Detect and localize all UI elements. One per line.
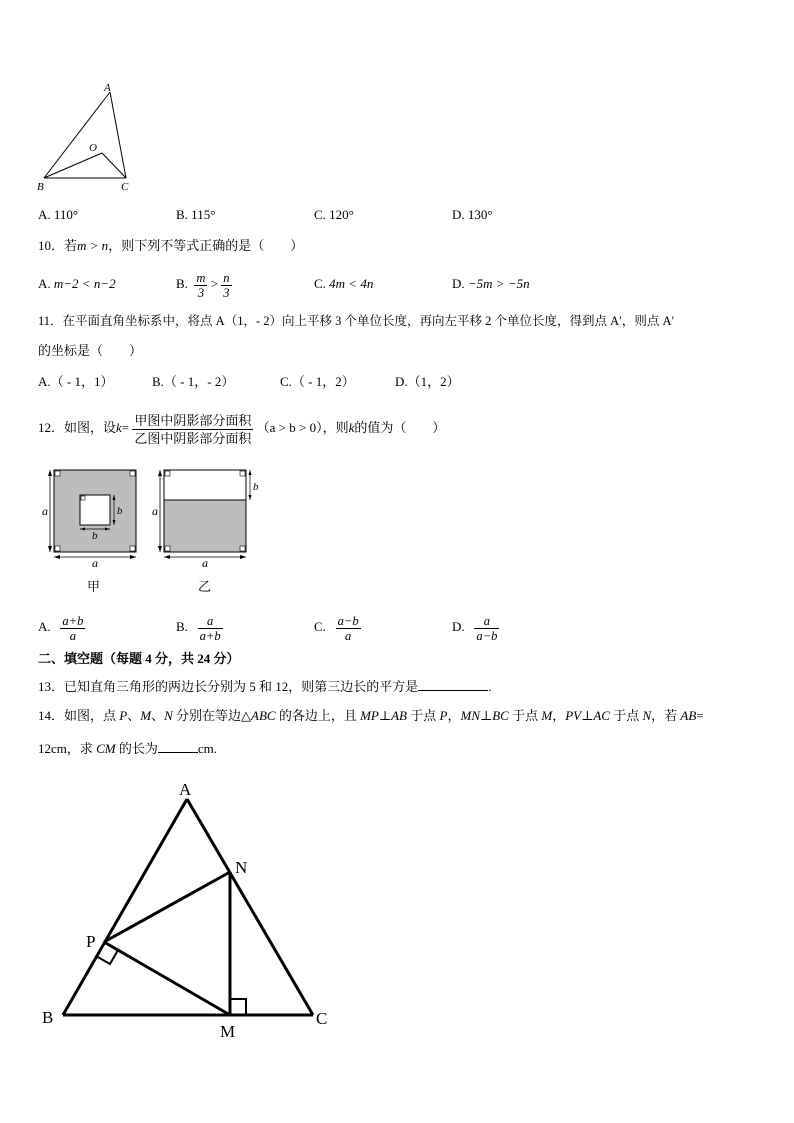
q9-label-O: O bbox=[89, 142, 97, 154]
q14-label-N: N bbox=[235, 858, 248, 877]
q12-jia-b-bottom: b bbox=[92, 530, 98, 542]
q10-b-frac-right: $\frac{n}{3}$ bbox=[223, 270, 230, 300]
q12-jia-a-left: a bbox=[42, 504, 48, 518]
q12-option-c[interactable]: C. $\frac{a-b}{a}$ bbox=[314, 613, 359, 643]
q14-label-M: M bbox=[220, 1022, 236, 1041]
q10-option-d[interactable]: D. −5m > −5n bbox=[452, 276, 530, 291]
q14-label-P: P bbox=[86, 932, 96, 951]
q12-figure-jia bbox=[38, 466, 148, 571]
q9-label-B: B bbox=[37, 181, 44, 193]
q10-option-a[interactable]: A. m−2 < n−2 bbox=[38, 276, 116, 291]
q9-option-c[interactable]: C. 120° bbox=[314, 207, 354, 222]
q14-answer-blank[interactable] bbox=[158, 740, 198, 753]
q11-option-d[interactable]: D.（1，2） bbox=[395, 374, 460, 389]
q11-option-b[interactable]: B.（ - 1，- 2） bbox=[152, 374, 235, 389]
q14-stem-line1: 14．如图，点 P、M、N 分别在等边△ABC 的各边上，且 MP⊥AB 于点 P，MN⊥BC 于点 M，PV⊥AC 于点 N，若 AB= bbox=[38, 708, 704, 723]
q12-jia-a-bottom: a bbox=[92, 556, 98, 570]
q9-triangle-figure bbox=[34, 80, 144, 195]
q10-stem: 10．若m > n，则下列不等式正确的是（ ） bbox=[38, 238, 304, 253]
q14-label-B: B bbox=[42, 1008, 54, 1027]
q9-option-b[interactable]: B. 115° bbox=[176, 207, 216, 222]
q14-label-C: C bbox=[316, 1009, 328, 1028]
q14-label-A: A bbox=[179, 780, 192, 799]
q12-label-jia: 甲 bbox=[87, 579, 101, 594]
q12-option-d[interactable]: D. $\frac{a}{a-b}$ bbox=[452, 613, 498, 643]
q12-yi-a-bottom: a bbox=[202, 556, 208, 570]
q11-option-c[interactable]: C.（ - 1，2） bbox=[280, 374, 355, 389]
q13-stem: 13．已知直角三角形的两边长分别为 5 和 12，则第三边长的平方是 . bbox=[38, 679, 492, 694]
q14-triangle-figure bbox=[38, 775, 338, 1050]
q9-option-a[interactable]: A. 110° bbox=[38, 207, 79, 222]
q11-stem-line1: 11．在平面直角坐标系中，将点 A（1，- 2）向上平移 3 个单位长度，再向左平移 2 个单位长度，得到点 A′，则点 A′ bbox=[38, 314, 675, 328]
q10-option-b[interactable]: B. $\frac{m}{3}$ > $\frac{n}{3}$ bbox=[176, 270, 230, 300]
q12-area-ratio: $\frac{\text{甲图中阴影部分面积}}{\text{乙图中阴影部分面积}}$ bbox=[134, 412, 252, 446]
q11-stem-line2: 的坐标是（ ） bbox=[38, 343, 143, 358]
q12-stem: 12．如图，设k= $\frac{\text{甲图中阴影部分面积}}{\text{乙图中阴影部分面积}}$ （a > b > 0），则k的值为（ ） bbox=[38, 412, 446, 446]
q9-label-C: C bbox=[121, 181, 129, 193]
q12-label-yi: 乙 bbox=[198, 579, 212, 594]
q10-option-c[interactable]: C. 4m < 4n bbox=[314, 276, 374, 291]
q12-jia-b-right: b bbox=[117, 505, 123, 517]
section-title-fill-in: 二、填空题（每题 4 分，共 24 分） bbox=[38, 651, 240, 666]
q10-b-frac-left: $\frac{m}{3}$ bbox=[196, 270, 206, 300]
q13-answer-blank[interactable] bbox=[418, 678, 488, 691]
q9-label-A: A bbox=[104, 82, 111, 94]
q12-figure-yi bbox=[148, 466, 263, 571]
q11-option-a[interactable]: A.（ - 1，1） bbox=[38, 374, 114, 389]
q14-stem-line2: 12cm，求 CM 的长为 cm. bbox=[38, 741, 218, 756]
q12-yi-b-right: b bbox=[253, 481, 259, 493]
q12-option-b[interactable]: B. $\frac{a}{a+b}$ bbox=[176, 613, 221, 643]
q12-option-a[interactable]: A. $\frac{a+b}{a}$ bbox=[38, 613, 84, 643]
q9-option-d[interactable]: D. 130° bbox=[452, 207, 493, 222]
q12-yi-a-left: a bbox=[152, 504, 158, 518]
